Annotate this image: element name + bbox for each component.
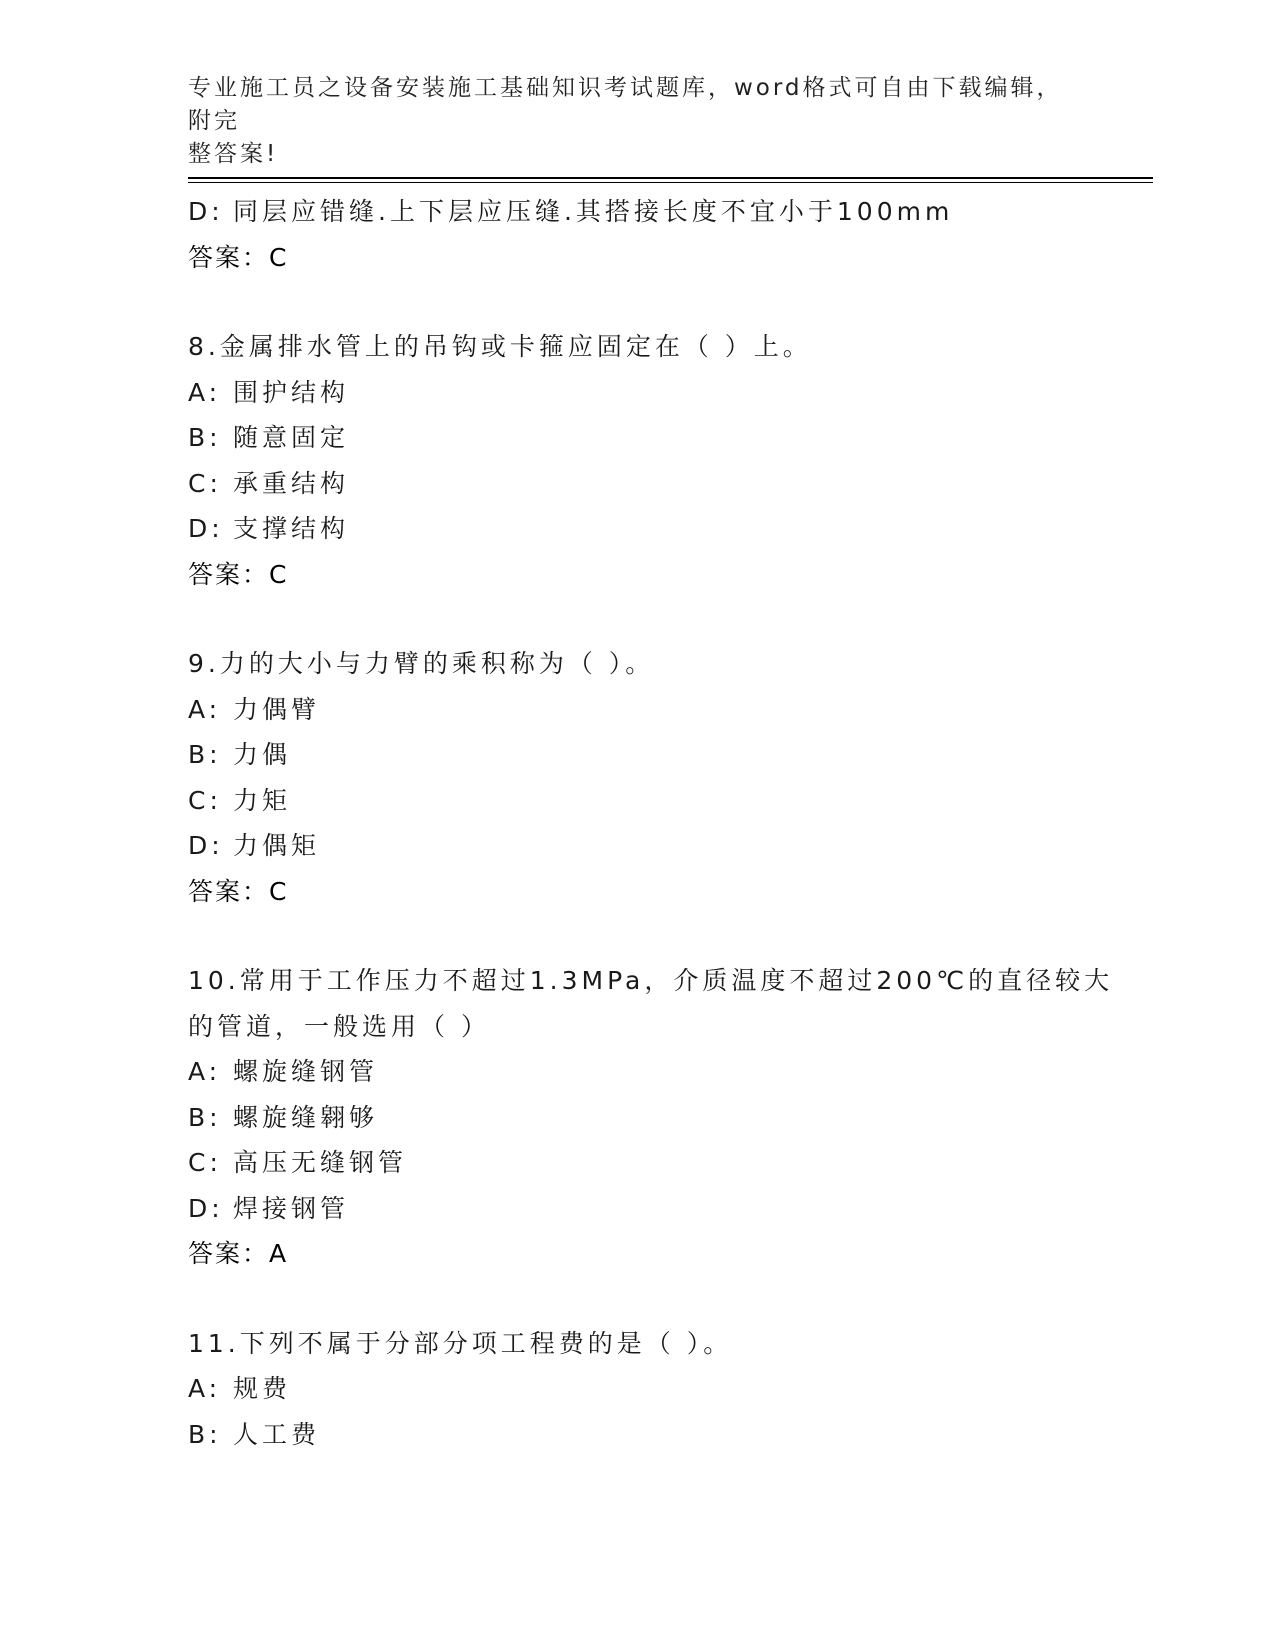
option-prefix: A: (188, 1057, 222, 1086)
option-text: 力偶矩 (233, 831, 321, 860)
answer-line: 答案：C (188, 876, 289, 906)
option-d (188, 823, 1088, 869)
option-prefix: A: (188, 377, 222, 407)
option-prefix: D: (188, 831, 224, 860)
document-header (188, 72, 1068, 171)
option-text: 支撑结构 (233, 514, 350, 543)
question-stem-9: 9.力的大小与力臂的乘积称为（ ）。 (188, 649, 655, 678)
option-prefix: B: (188, 740, 222, 769)
option-d (188, 189, 1088, 235)
option-prefix: C: (188, 785, 222, 815)
option-prefix: C: (188, 468, 222, 498)
option-a (188, 687, 1088, 733)
question-stem-10-line-1: 10.常用于工作压力不超过1.3MPa，介质温度不超过200℃的直径较大 (188, 966, 1114, 995)
option-text: 力矩 (233, 785, 292, 815)
option-text: 力偶 (233, 740, 292, 769)
option-text: 承重结构 (233, 468, 350, 498)
spacer (188, 914, 1088, 958)
question-stem-11: 11.下列不属于分部分项工程费的是（ ）。 (188, 1328, 733, 1358)
option-d (188, 1186, 1088, 1232)
option-prefix: B: (188, 1102, 222, 1132)
option-prefix: A: (188, 1374, 222, 1403)
option-a (188, 1049, 1088, 1095)
option-text: 力偶臂 (233, 694, 321, 724)
answer-line: 答案：C (188, 242, 289, 272)
question-stem-10-line-2: 的管道，一般选用（ ） (188, 1011, 490, 1041)
option-text: 螺旋缝钢管 (233, 1057, 379, 1086)
option-text: 高压无缝钢管 (233, 1148, 408, 1177)
answer-line: 答案：A (188, 1239, 289, 1268)
header-rule-thick (188, 177, 1153, 179)
spacer (188, 280, 1088, 324)
option-a (188, 1366, 1088, 1412)
answer-line: 答案：C (188, 559, 289, 589)
option-b (188, 415, 1088, 461)
option-text: 随意固定 (233, 423, 350, 452)
option-text: 围护结构 (233, 377, 350, 407)
option-text: 同层应错缝.上下层应压缝.其搭接长度不宜小于100mm (233, 197, 954, 226)
option-b (188, 1412, 1088, 1458)
header-title-line-2: 整答案! (188, 141, 279, 167)
option-prefix: A: (188, 694, 222, 724)
option-c (188, 1140, 1088, 1186)
header-rule-thin (188, 182, 1153, 183)
option-c (188, 778, 1088, 824)
option-prefix: D: (188, 514, 224, 543)
spacer (188, 1277, 1088, 1321)
spacer (188, 597, 1088, 641)
option-text: 螺旋缝翱够 (233, 1102, 379, 1132)
option-b (188, 732, 1088, 778)
question-list (188, 189, 1114, 1457)
option-text: 焊接钢管 (233, 1193, 350, 1223)
option-b (188, 1095, 1088, 1141)
option-prefix: D: (188, 1193, 224, 1223)
option-text: 人工费 (233, 1419, 321, 1449)
option-text: 规费 (233, 1374, 292, 1403)
option-prefix: B: (188, 1419, 222, 1449)
header-title-line-1: 专业施工员之设备安装施工基础知识考试题库，word格式可自由下载编辑，附完 (188, 75, 1063, 134)
option-c (188, 461, 1088, 507)
option-d (188, 506, 1088, 552)
option-prefix: B: (188, 423, 222, 452)
question-stem-8: 8.金属排水管上的吊钩或卡箍应固定在（ ）上。 (188, 332, 812, 361)
option-prefix: C: (188, 1148, 222, 1177)
option-a (188, 370, 1088, 416)
option-prefix: D: (188, 197, 224, 226)
